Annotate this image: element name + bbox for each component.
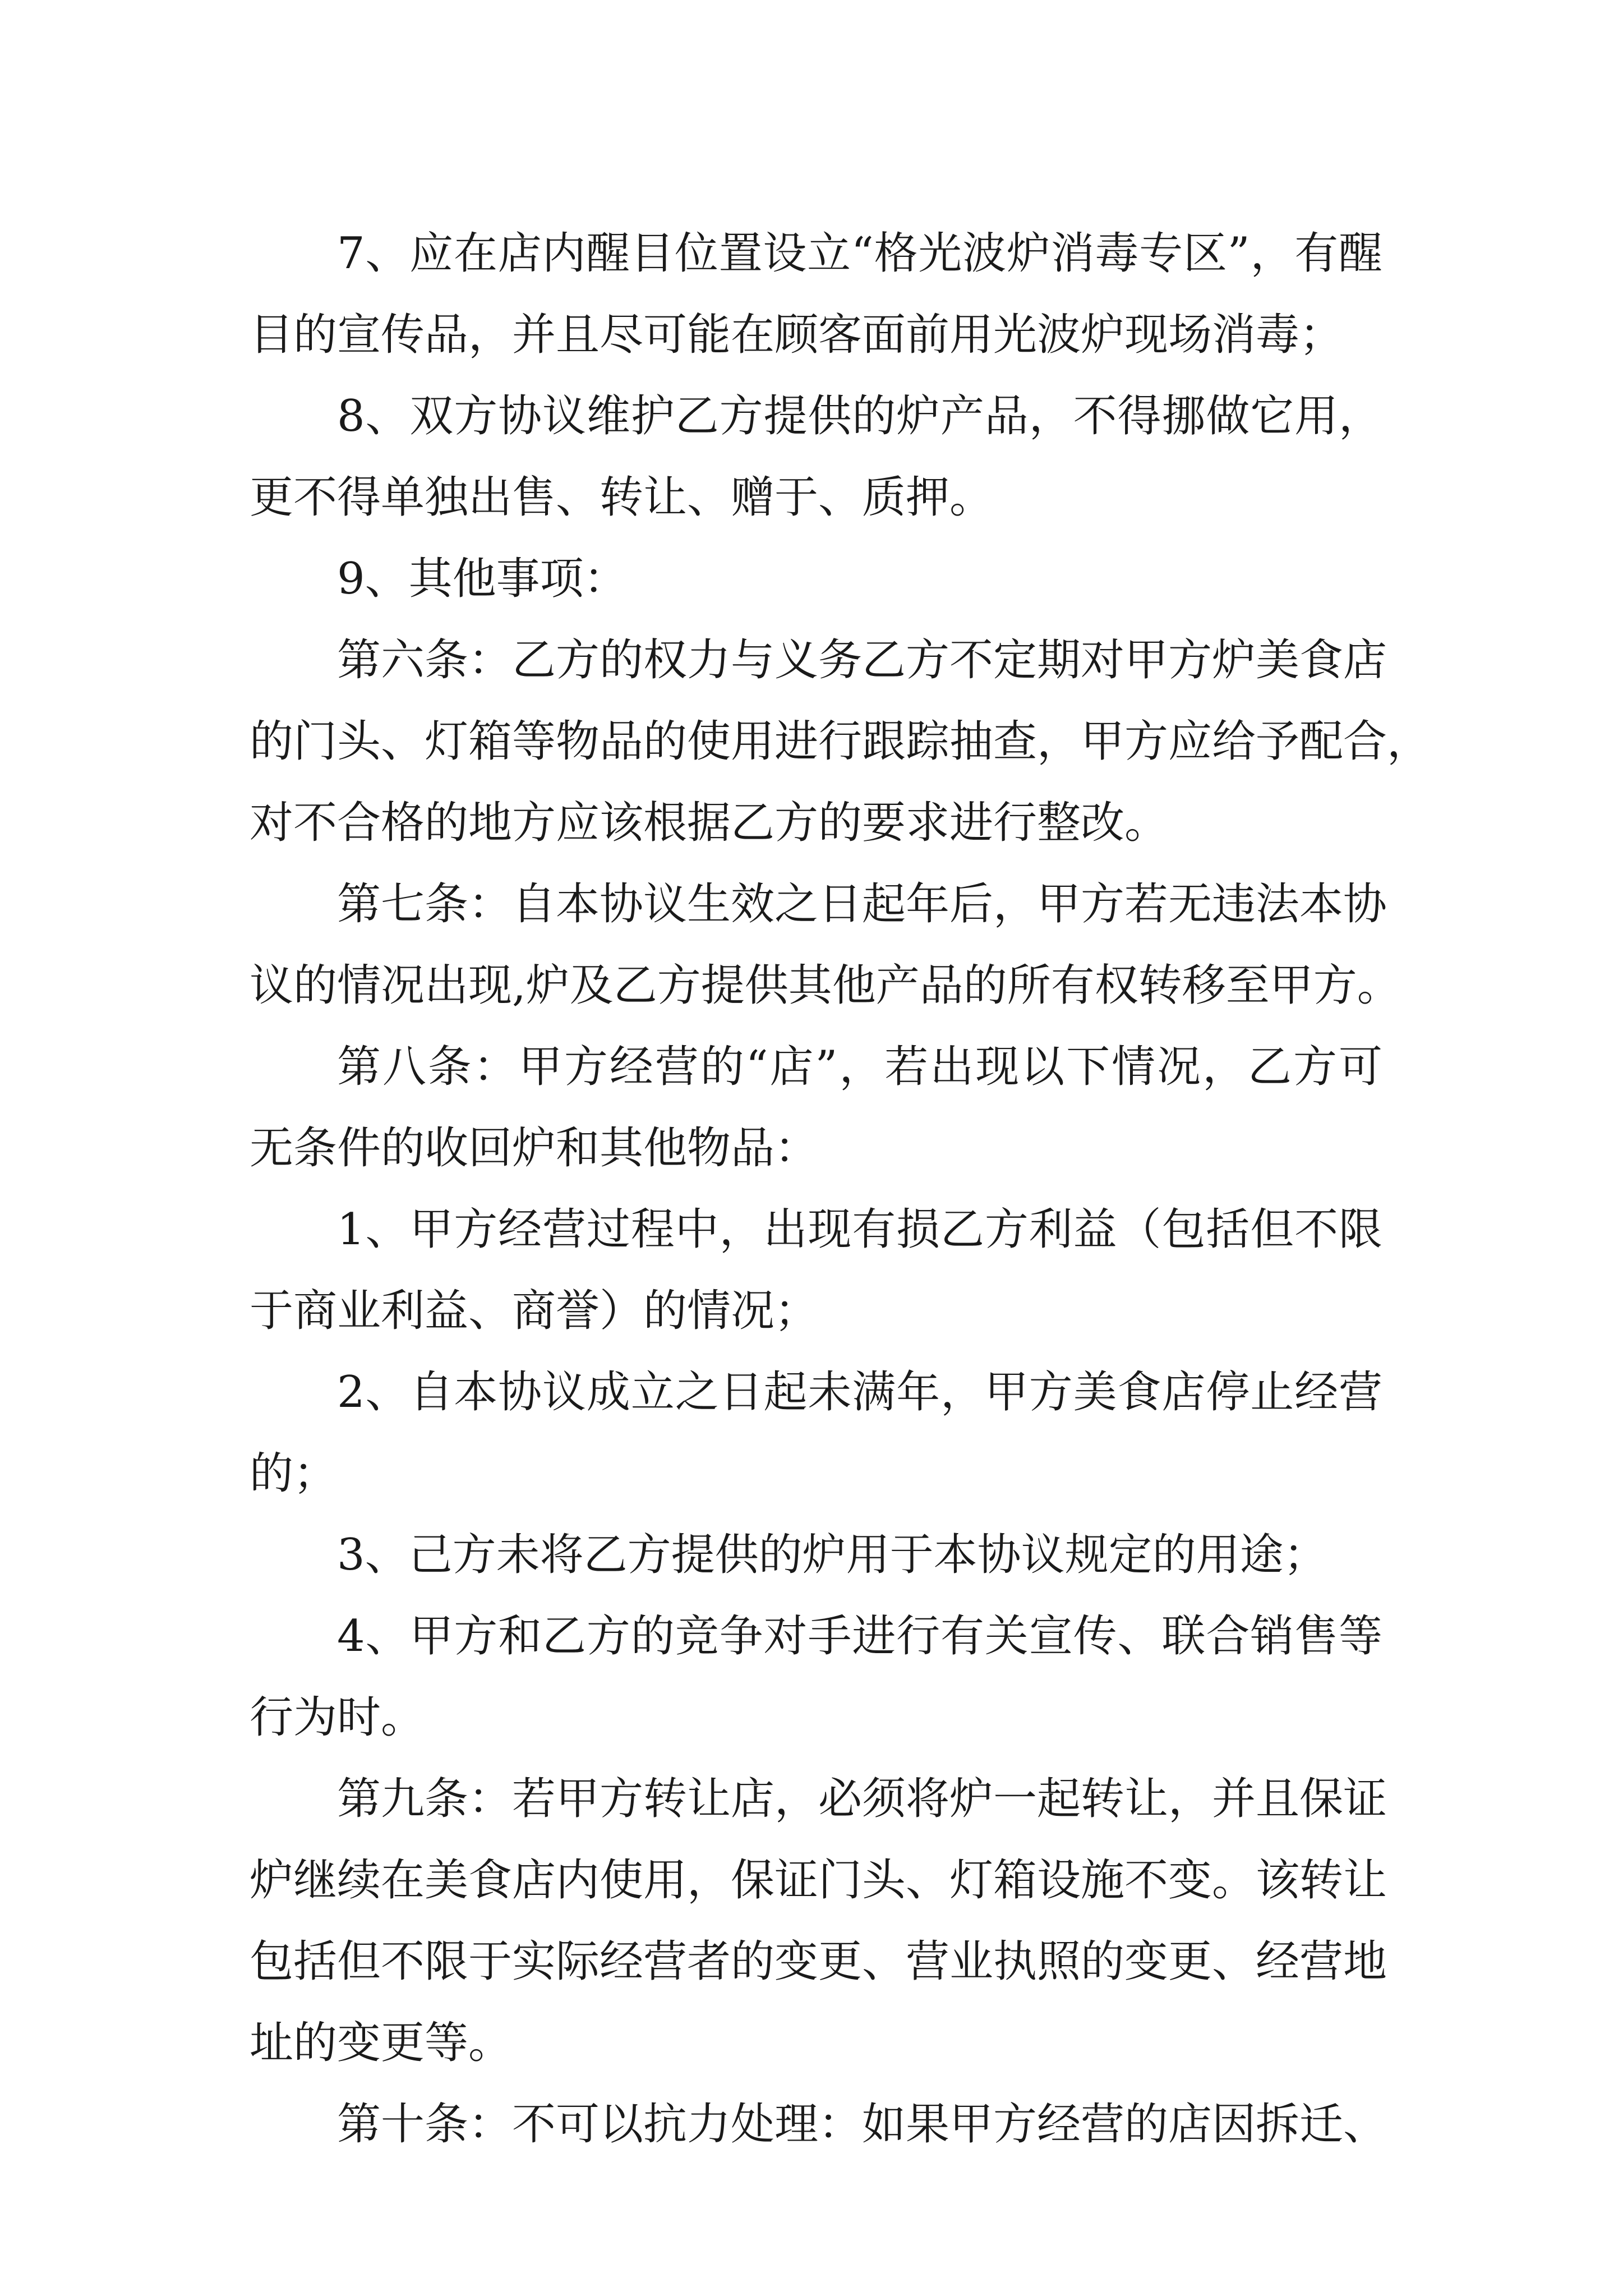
text-line: 议的情况出现,炉及乙方提供其他产品的所有权转移至甲方。 (250, 960, 1401, 1011)
document-body (250, 213, 1431, 2165)
text-line: 的门头、灯箱等物品的使用进行跟踪抽查，甲方应给予配合， (250, 716, 1431, 767)
text-line: 第七条：自本协议生效之日起年后，甲方若无违法本协 (337, 879, 1387, 930)
text-line: 7、应在店内醒目位置设立“格光波炉消毒专区”，有醒 (337, 228, 1382, 279)
text-line: 第六条：乙方的权力与义务乙方不定期对甲方炉美食店 (337, 635, 1387, 685)
text-line: 炉继续在美食店内使用，保证门头、灯箱设施不变。该转让 (250, 1855, 1387, 1906)
text-line: 目的宣传品，并且尽可能在顾客面前用光波炉现场消毒； (250, 310, 1344, 360)
text-line: 对不合格的地方应该根据乙方的要求进行整改。 (250, 798, 1169, 848)
text-line: 第九条：若甲方转让店，必须将炉一起转让，并且保证 (337, 1774, 1387, 1824)
text-line: 无条件的收回炉和其他物品： (250, 1123, 819, 1174)
text-line: 2、自本协议成立之日起未满年，甲方美食店停止经营 (337, 1367, 1382, 1418)
text-line: 4、甲方和乙方的竞争对手进行有关宣传、联合销售等 (337, 1611, 1382, 1662)
text-line: 第十条：不可以抗力处理：如果甲方经营的店因拆迁、 (337, 2099, 1387, 2150)
text-line: 更不得单独出售、转让、赠于、质押。 (250, 472, 994, 523)
text-line: 包括但不限于实际经营者的变更、营业执照的变更、经营地 (250, 1936, 1387, 1987)
text-line: 9、其他事项： (337, 554, 628, 604)
text-line: 1、甲方经营过程中，出现有损乙方利益（包括但不限 (337, 1204, 1382, 1255)
text-line: 的； (250, 1448, 338, 1499)
text-line: 行为时。 (250, 1692, 425, 1743)
text-line: 8、双方协议维护乙方提供的炉产品，不得挪做它用， (337, 391, 1382, 441)
text-line: 址的变更等。 (250, 2018, 513, 2068)
text-line: 第八条：甲方经营的“店”，若出现以下情况，乙方可 (337, 1042, 1382, 1092)
text-line: 3、己方未将乙方提供的炉用于本协议规定的用途； (337, 1530, 1327, 1580)
text-line: 于商业利益、商誉）的情况； (250, 1286, 819, 1336)
